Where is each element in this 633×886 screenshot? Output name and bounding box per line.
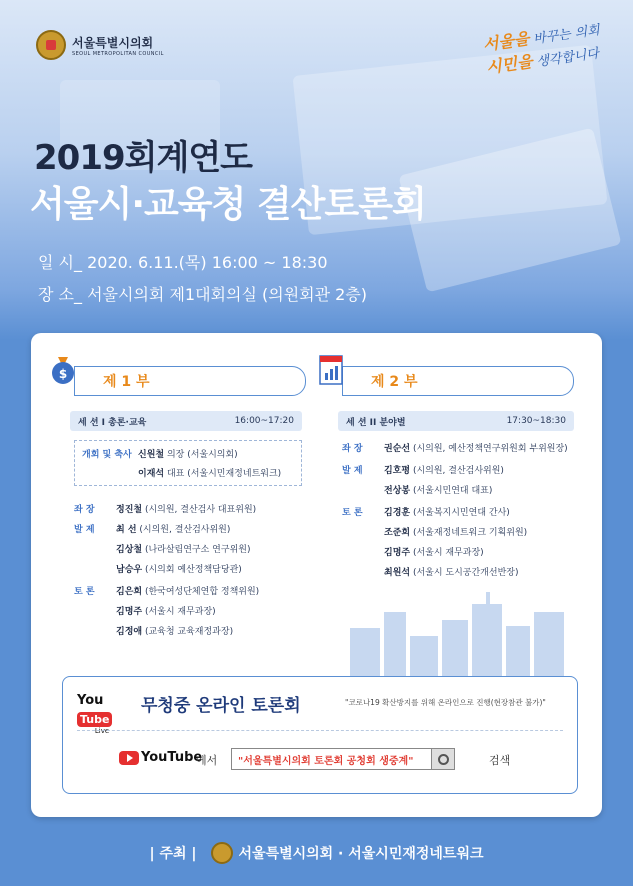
part2-row: 발 제 김호평 (시의원, 결산검사위원) [342, 466, 504, 476]
footer-seal-icon [211, 842, 233, 864]
search-query: "서울특별시의회 토론회 공청회 생중계" [238, 755, 414, 767]
part1-row: 김상철 (나라살림연구소 연구위원) [116, 545, 251, 555]
youtube-wordmark: YouTube [141, 750, 203, 765]
on-youtube-text: 에서 [196, 754, 218, 767]
money-bag-icon [49, 353, 77, 387]
part1-row: 이재석 대표 (서울시민재정네트워크) [138, 469, 282, 479]
part1-row: 토 론 김은희 (한국여성단체연합 정책위원) [74, 587, 260, 597]
part2-row: 좌 장 권순선 (시의원, 예산정책연구위원회 부위원장) [342, 444, 568, 454]
logo-korean: 서울특별시의회 [72, 35, 154, 50]
part2-session-name: 세 션 II 분야별 [346, 417, 406, 428]
online-note: "코로나19 확산방지를 위해 온라인으로 진행(현장참관 불가)" [345, 698, 546, 707]
youtube-live-logo [77, 689, 127, 735]
search-icon [438, 754, 449, 765]
part1-session-time: 16:00~17:20 [234, 416, 294, 426]
event-date: 일 시_ 2020. 6.11.(목) 16:00 ~ 18:30 [38, 253, 328, 272]
online-section [62, 676, 578, 794]
part1-row: 남승우 (시의회 예산정책담당관) [116, 565, 242, 575]
search-box[interactable] [231, 748, 455, 770]
title-line-2: 서울시·교육청 결산토론회 [30, 184, 426, 225]
report-chart-icon [317, 353, 345, 387]
part1-session-name: 세 션 I 총론·교육 [78, 417, 147, 428]
part1-label: 제 1 부 [103, 374, 150, 390]
part1-row: 발 제 최 선 (시의원, 결산검사위원) [74, 525, 231, 535]
part1-session-bar [70, 411, 302, 431]
part2-row: 김명주 (서울시 재무과장) [384, 548, 484, 558]
part1-row: 좌 장 정진철 (시의원, 결산검사 대표위원) [74, 505, 257, 515]
title-line-1: 2019회계연도 [34, 138, 253, 178]
part2-header [342, 366, 574, 396]
slogan-part-d: 생각합니다 [535, 46, 600, 70]
part2-session-time: 17:30~18:30 [506, 416, 566, 426]
part1-header [58, 366, 306, 396]
yt-you-text: You [77, 693, 104, 708]
slogan-part-a: 서울을 [481, 28, 530, 55]
footer-orgs: 서울특별시의회 · 서울시민재정네트워크 [238, 846, 484, 862]
part1-row: 김명주 (서울시 재무과장) [116, 607, 216, 617]
footer [0, 838, 633, 868]
youtube-logo [119, 750, 202, 765]
part1-row: 개회 및 축사 신원철 의장 (서울시의회) [82, 450, 238, 460]
council-seal-icon [36, 30, 66, 60]
event-place: 장 소_ 서울시의회 제1대회의실 (의원회관 2층) [38, 285, 368, 304]
council-logo [36, 30, 164, 60]
youtube-play-icon [119, 751, 139, 765]
part2-label: 제 2 부 [371, 374, 418, 390]
slogan-part-b: 바꾸는 의회 [531, 22, 601, 48]
yt-live-text: Live [94, 727, 110, 735]
svg-text:$: $ [58, 367, 68, 381]
part2-row: 조준희 (서울재정네트워크 기획위원) [384, 528, 528, 538]
slogan-part-c: 시민을 [484, 51, 534, 77]
search-button[interactable] [431, 749, 454, 769]
online-title: 무청중 온라인 토론회 [141, 696, 301, 716]
part2-row: 토 론 김경훈 (서울복지시민연대 간사) [342, 508, 510, 518]
logo-english: SEOUL METROPOLITAN COUNCIL [72, 50, 164, 57]
footer-host-label: | 주최 | [149, 846, 197, 862]
part2-session-bar [338, 411, 574, 431]
part2-row: 최원석 (서울시 도시공간개선반장) [384, 568, 519, 578]
part1-row: 김정애 (교육청 교육재정과장) [116, 627, 234, 637]
search-label: 검색 [489, 754, 511, 767]
part2-row: 전상봉 (서울시민연대 대표) [384, 486, 493, 496]
divider [77, 730, 563, 731]
yt-tube-text: Tube [77, 712, 112, 727]
